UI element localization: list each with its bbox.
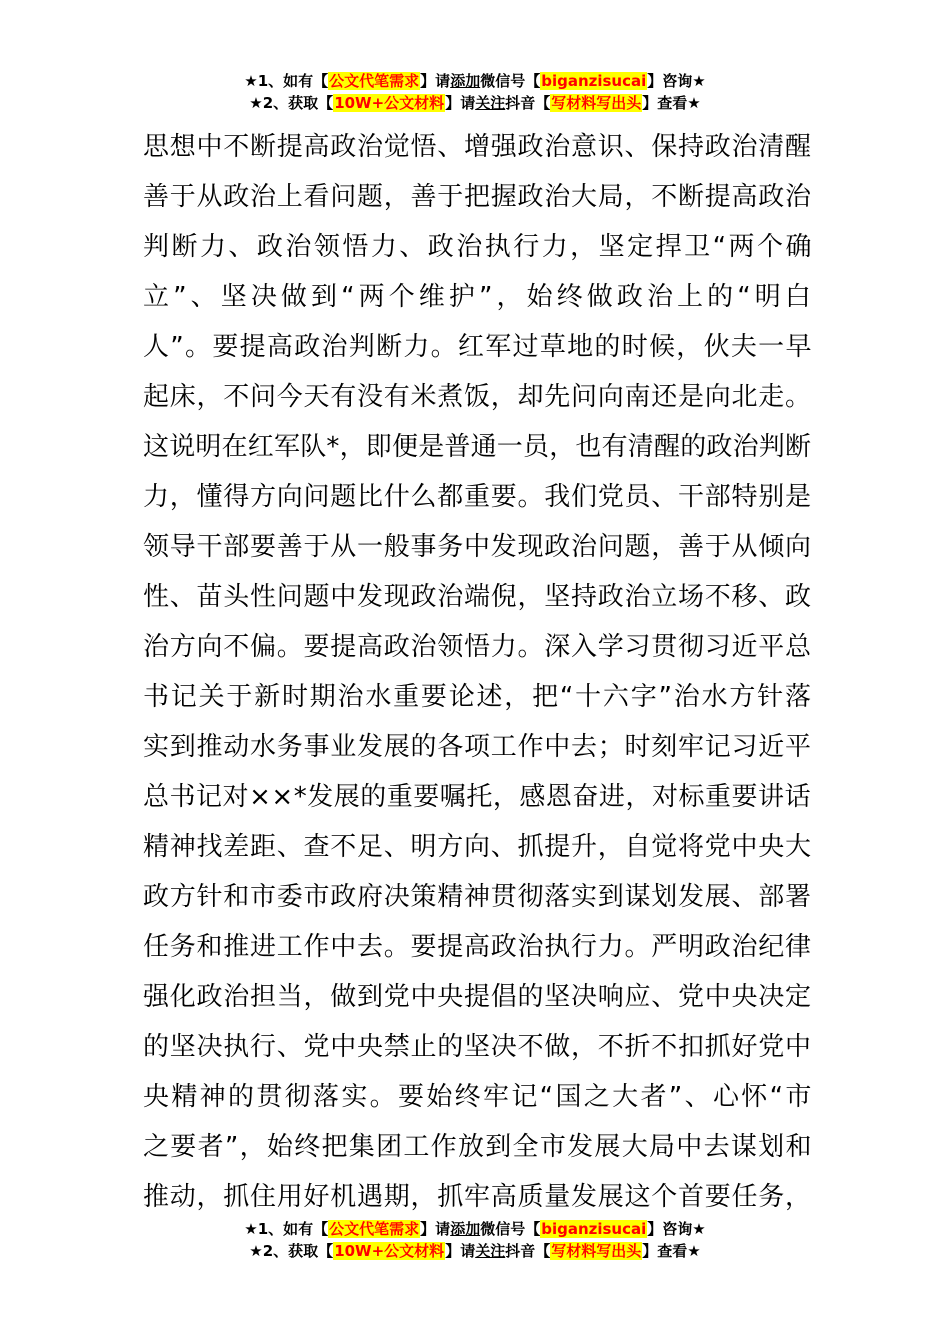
body-line: 精神找差距、查不足、明方向、抓提升，自觉将党中央大 [143, 832, 812, 862]
banner-highlight: 公文代笔需求 [329, 72, 420, 90]
banner-text: ★1、如有【 [244, 72, 329, 90]
banner-text: 抖音【 [505, 94, 551, 112]
body-line: 治方向不偏。要提高政治领悟力。深入学习贯彻习近平总 [143, 632, 812, 662]
banner-highlight: 10W+公文材料 [334, 1242, 445, 1260]
banner-text: 】查看★ [642, 1242, 701, 1260]
body-line: 人”。要提高政治判断力。红军过草地的时候，伙夫一早 [143, 332, 813, 362]
banner-text: 】查看★ [642, 94, 701, 112]
banner-text: ★1、如有【 [244, 1220, 329, 1238]
body-line: 书记关于新时期治水重要论述，把“十六字”治水方针落 [143, 682, 813, 712]
body-line: 实到推动水务事业发展的各项工作中去；时刻牢记习近平 [143, 732, 812, 762]
banner-text: 】咨询★ [647, 72, 706, 90]
body-line: 起床，不问今天有没有米煮饭，却先问向南还是向北走。 [143, 382, 812, 412]
banner-highlight-wechat: biganzisucai [541, 72, 647, 90]
footer-banner [0, 1218, 950, 1262]
banner-highlight-douyin: 写材料写出头 [551, 1242, 642, 1260]
body-line: 之要者”，始终把集团工作放到全市发展大局中去谋划和 [143, 1132, 813, 1162]
body-line: 立”、坚决做到“两个维护”，始终做政治上的“明白 [143, 282, 815, 312]
banner-emphasis: 关注 [475, 94, 506, 112]
banner-text: 】请 [420, 72, 451, 90]
banner-emphasis: 关注 [475, 1242, 506, 1260]
banner-emphasis: 添加 [450, 72, 481, 90]
banner-highlight: 10W+公文材料 [334, 94, 445, 112]
banner-emphasis: 添加 [450, 1220, 481, 1238]
banner-line-2 [0, 1240, 950, 1262]
banner-text: ★2、获取【 [249, 94, 334, 112]
body-line: 善于从政治上看问题，善于把握政治大局，不断提高政治 [143, 182, 812, 212]
body-line: 央精神的贯彻落实。要始终牢记“国之大者”、心怀“市 [143, 1082, 814, 1112]
banner-line-1 [0, 1218, 950, 1240]
body-line: 强化政治担当，做到党中央提倡的坚决响应、党中央决定 [143, 982, 812, 1012]
body-line: 领导干部要善于从一般事务中发现政治问题，善于从倾向 [143, 532, 812, 562]
body-line: 判断力、政治领悟力、政治执行力，坚定捍卫“两个确 [143, 232, 814, 262]
banner-text: 】请 [445, 94, 476, 112]
banner-text: ★2、获取【 [249, 1242, 334, 1260]
banner-text: 微信号【 [480, 72, 541, 90]
body-line: 政方针和市委市政府决策精神贯彻落实到谋划发展、部署 [143, 882, 812, 912]
banner-text: 】请 [420, 1220, 451, 1238]
body-line: 推动，抓住用好机遇期，抓牢高质量发展这个首要任务， [143, 1182, 812, 1212]
body-line: 思想中不断提高政治觉悟、增强政治意识、保持政治清醒 [143, 132, 812, 162]
banner-line-1 [0, 70, 950, 92]
banner-text: 】请 [445, 1242, 476, 1260]
body-line: 总书记对××*发展的重要嘱托，感恩奋进，对标重要讲话 [143, 782, 812, 812]
banner-line-2 [0, 92, 950, 114]
banner-text: 抖音【 [505, 1242, 551, 1260]
banner-highlight-douyin: 写材料写出头 [551, 94, 642, 112]
body-line: 任务和推进工作中去。要提高政治执行力。严明政治纪律 [143, 932, 812, 962]
banner-text: 微信号【 [480, 1220, 541, 1238]
body-line: 的坚决执行、党中央禁止的坚决不做，不折不扣抓好党中 [143, 1032, 812, 1062]
body-line: 这说明在红军队*，即便是普通一员，也有清醒的政治判断 [143, 432, 812, 462]
banner-highlight: 公文代笔需求 [329, 1220, 420, 1238]
banner-text: 】咨询★ [647, 1220, 706, 1238]
banner-highlight-wechat: biganzisucai [541, 1220, 647, 1238]
body-line: 性、苗头性问题中发现政治端倪，坚持政治立场不移、政 [143, 582, 812, 612]
document-body [143, 122, 815, 1222]
body-line: 力，懂得方向问题比什么都重要。我们党员、干部特别是 [143, 482, 812, 512]
header-banner [0, 70, 950, 114]
